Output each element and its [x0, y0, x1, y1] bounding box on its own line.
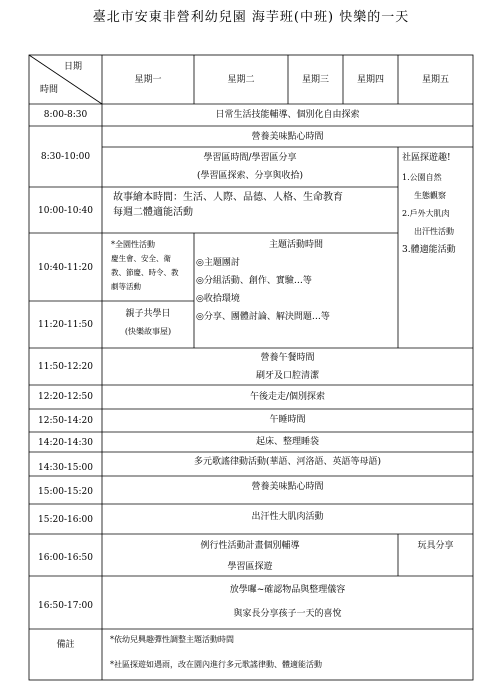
mon-schoolwide-title: *全園性活動	[111, 240, 155, 249]
time-cell: 12:50-14:20	[38, 416, 93, 426]
parent-day-sub: (快樂故事屋)	[124, 327, 172, 336]
theme-activity-item: ◎主題團討	[196, 258, 240, 268]
header-day-fri: 星期五	[421, 75, 449, 85]
time-cell: 15:00-15:20	[38, 487, 93, 497]
mon-schoolwide-desc: 教、節慶、時令、教	[111, 268, 179, 277]
notes-item: *社區探遊如遇雨，改在園內進行多元歌謠律動、體適能活動	[110, 660, 322, 669]
time-cell: 11:50-12:20	[38, 362, 93, 372]
theme-activity-item: ◎分享、團體討論、解決問題…等	[196, 312, 330, 322]
activity-cell: 例行性活動計畫個別輔導	[200, 541, 300, 551]
header-day-wed: 星期三	[301, 75, 329, 85]
header-day-tue: 星期二	[227, 75, 255, 85]
activity-cell: 每週二體適能活動	[113, 207, 193, 218]
friday-outing-item: 2.戶外大肌肉	[402, 209, 450, 218]
header-diag-time: 時間	[40, 85, 59, 95]
toy-sharing-cell: 玩具分享	[417, 541, 454, 551]
page-title: 臺北市安東非營利幼兒園 海芋班(中班) 快樂的一天	[92, 10, 410, 25]
friday-outing-item: 出汗性活動	[414, 227, 454, 236]
time-cell: 8:30-10:00	[40, 152, 91, 162]
activity-cell: (學習區探索、分享與收拾)	[196, 171, 304, 181]
mon-schoolwide-desc: 劇等活動	[111, 282, 141, 291]
activity-cell: 學習區探遊	[227, 562, 273, 572]
friday-outing-item: 1.公園自然	[402, 173, 442, 182]
notes-label: 備註	[56, 640, 75, 650]
activity-cell: 刷牙及口腔清潔	[255, 371, 319, 381]
theme-activity-title: 主題活動時間	[268, 240, 323, 250]
parent-day-title: 親子共學日	[125, 309, 171, 319]
header-day-thu: 星期四	[356, 75, 384, 85]
activity-cell: 與家長分享孩子一天的喜悅	[233, 609, 342, 619]
activity-cell: 學習區時間/學習區分享	[203, 153, 297, 163]
activity-cell: 出汗性大肌肉活動	[251, 512, 324, 522]
time-cell: 16:50-17:00	[38, 601, 93, 611]
friday-outing-item: 生態觀察	[414, 191, 446, 200]
activity-cell: 起床、整理睡袋	[255, 437, 319, 447]
activity-cell: 故事繪本時間：生活、人際、品德、人格、生命教育	[113, 192, 343, 203]
activity-cell: 午睡時間	[269, 415, 306, 425]
time-cell: 11:20-11:50	[38, 320, 93, 330]
friday-outing-item: 3.體適能活動	[402, 245, 456, 255]
time-cell: 16:00-16:50	[38, 553, 93, 563]
mon-schoolwide-desc: 慶生會、安全、衛	[111, 254, 171, 263]
activity-cell: 營養美味點心時間	[251, 132, 324, 142]
notes-item: *依幼兒興趣彈性調整主題活動時間	[110, 635, 234, 644]
time-cell: 15:20-16:00	[38, 515, 93, 525]
time-cell: 12:20-12:50	[38, 392, 93, 402]
activity-cell: 營養午餐時間	[260, 353, 315, 363]
activity-cell: 午後走走/個別探索	[249, 392, 326, 402]
friday-outing-title: 社區探遊趣!	[402, 153, 451, 163]
activity-cell: 營養美味點心時間	[251, 482, 324, 492]
activity-cell: 多元歌謠律動活動(華語、河洛語、英語等母語)	[193, 457, 382, 467]
theme-activity-item: ◎分組活動、創作、實驗…等	[196, 276, 312, 286]
time-cell: 10:40-11:20	[38, 263, 93, 273]
activity-cell: 放學囉~確認物品與整理儀容	[229, 585, 346, 595]
time-cell: 8:00-8:30	[43, 110, 88, 120]
theme-activity-item: ◎收拾環境	[196, 294, 240, 304]
time-cell: 10:00-10:40	[38, 206, 93, 216]
header-diag-day: 日期	[64, 62, 83, 72]
header-day-mon: 星期一	[134, 75, 162, 85]
activity-cell: 日常生活技能輔導、個別化自由探索	[215, 110, 360, 120]
time-cell: 14:20-14:30	[38, 438, 93, 448]
time-cell: 14:30-15:00	[38, 463, 93, 473]
